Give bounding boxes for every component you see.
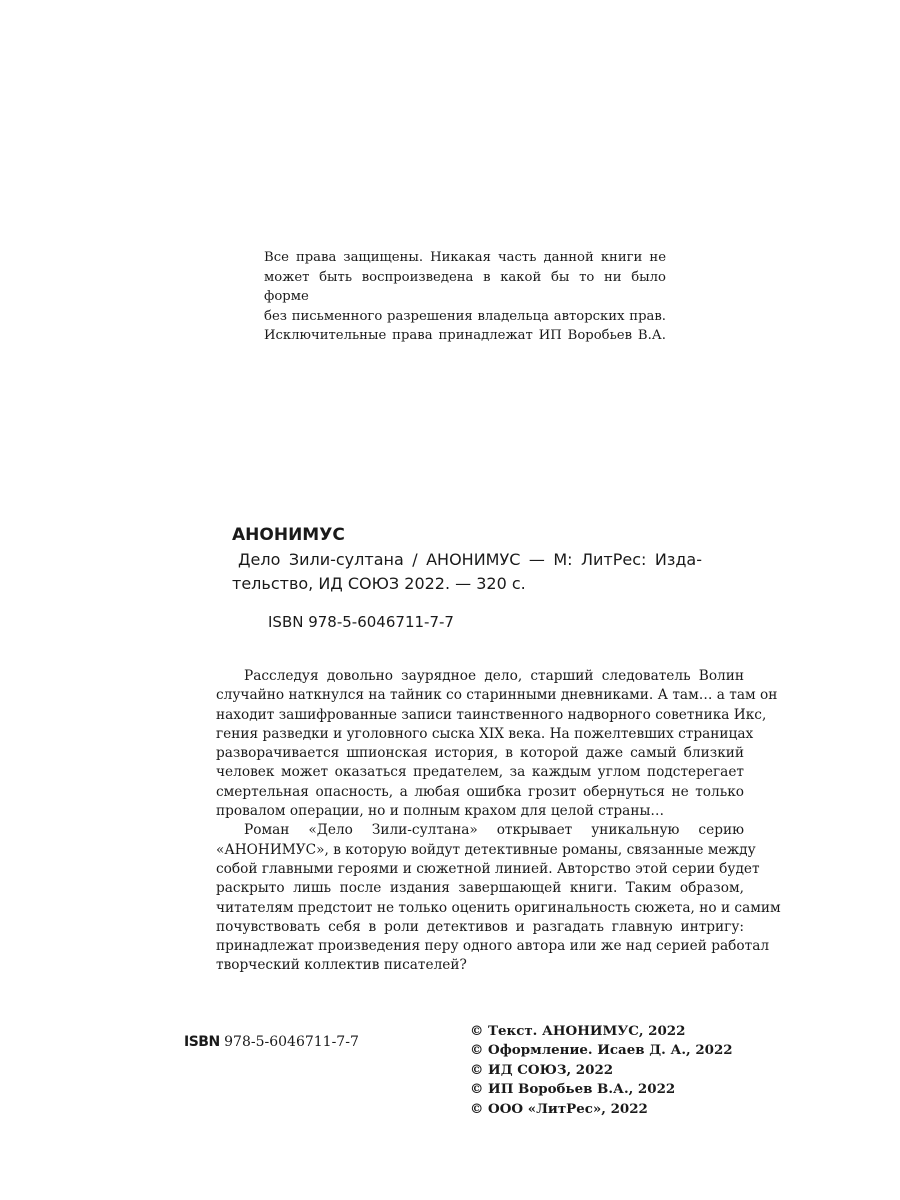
abstract-line: Роман «Дело Зили-султана» открывает уникальную серию bbox=[244, 822, 744, 839]
abstract-line: гения разведки и уголовного сыска XIX века. На пожелтевших страницах bbox=[216, 725, 754, 742]
abstract-line: смертельная опасность, а любая ошибка грозит обернуться не только bbox=[216, 783, 744, 800]
copyright-line: © ИП Воробьев В.А., 2022 bbox=[470, 1081, 676, 1098]
copyright-line: © ООО «ЛитРес», 2022 bbox=[470, 1100, 648, 1117]
abstract-line: раскрыто лишь после издания завершающей книги. Таким образом, bbox=[216, 880, 744, 897]
abstract-line: Расследуя довольно заурядное дело, старший следователь Волин bbox=[244, 668, 744, 684]
abstract-line: разворачивается шпионская история, в которой даже самый близкий bbox=[216, 745, 744, 762]
abstract-line: человек может оказаться предателем, за каждым углом подстерегает bbox=[216, 764, 744, 781]
abstract-line: собой главными героями и сюжетной линией. Авторство этой серии будет bbox=[216, 860, 760, 877]
rights-line: может быть воспроизведена в какой бы то ни было форме bbox=[264, 269, 666, 304]
book-abstract bbox=[216, 667, 781, 976]
copyright-line: © Оформление. Исаев Д. А., 2022 bbox=[470, 1042, 733, 1059]
bibliographic-line: Дело Зили-султана / АНОНИМУС — М: ЛитРес: Изда- bbox=[238, 550, 702, 569]
rights-line: Исключительные права принадлежат ИП Воробьев В.А. bbox=[264, 328, 666, 343]
bibliographic-line: тельство, ИД СОЮЗ 2022. — 320 с. bbox=[232, 574, 526, 593]
copyright-line: © ИД СОЮЗ, 2022 bbox=[470, 1061, 614, 1078]
abstract-line: «АНОНИМУС», в которую войдут детективные романы, связанные между bbox=[216, 841, 756, 858]
abstract-line: принадлежат произведения перу одного автора или же над серией работал bbox=[216, 938, 770, 955]
footer-isbn bbox=[184, 1033, 359, 1051]
author-name: АНОНИМУС bbox=[232, 525, 345, 545]
copyright-block bbox=[470, 1022, 733, 1119]
abstract-line: находит зашифрованные записи таинственного надворного советника Икс, bbox=[216, 706, 767, 723]
isbn-label: ISBN bbox=[184, 1034, 220, 1050]
copyright-line: © Текст. АНОНИМУС, 2022 bbox=[470, 1023, 686, 1039]
abstract-line: почувствовать себя в роли детективов и разгадать главную интригу: bbox=[216, 918, 744, 935]
abstract-line: провалом операции, но и полным крахом для целой страны… bbox=[216, 803, 665, 820]
rights-line: Все права защищены. Никакая часть данной книги не bbox=[264, 250, 666, 265]
abstract-line: творческий коллектив писателей? bbox=[216, 957, 467, 974]
abstract-line: случайно наткнулся на тайник со старинными дневниками. А там… а там он bbox=[216, 687, 778, 704]
bibliographic-record bbox=[232, 548, 702, 596]
isbn-record: ISBN 978-5-6046711-7-7 bbox=[268, 613, 454, 631]
rights-notice bbox=[264, 248, 666, 346]
isbn-number: 978-5-6046711-7-7 bbox=[224, 1034, 359, 1050]
abstract-line: читателям предстоит не только оценить оригинальность сюжета, но и самим bbox=[216, 899, 781, 916]
rights-line: без письменного разрешения владельца авторских прав. bbox=[264, 308, 666, 324]
